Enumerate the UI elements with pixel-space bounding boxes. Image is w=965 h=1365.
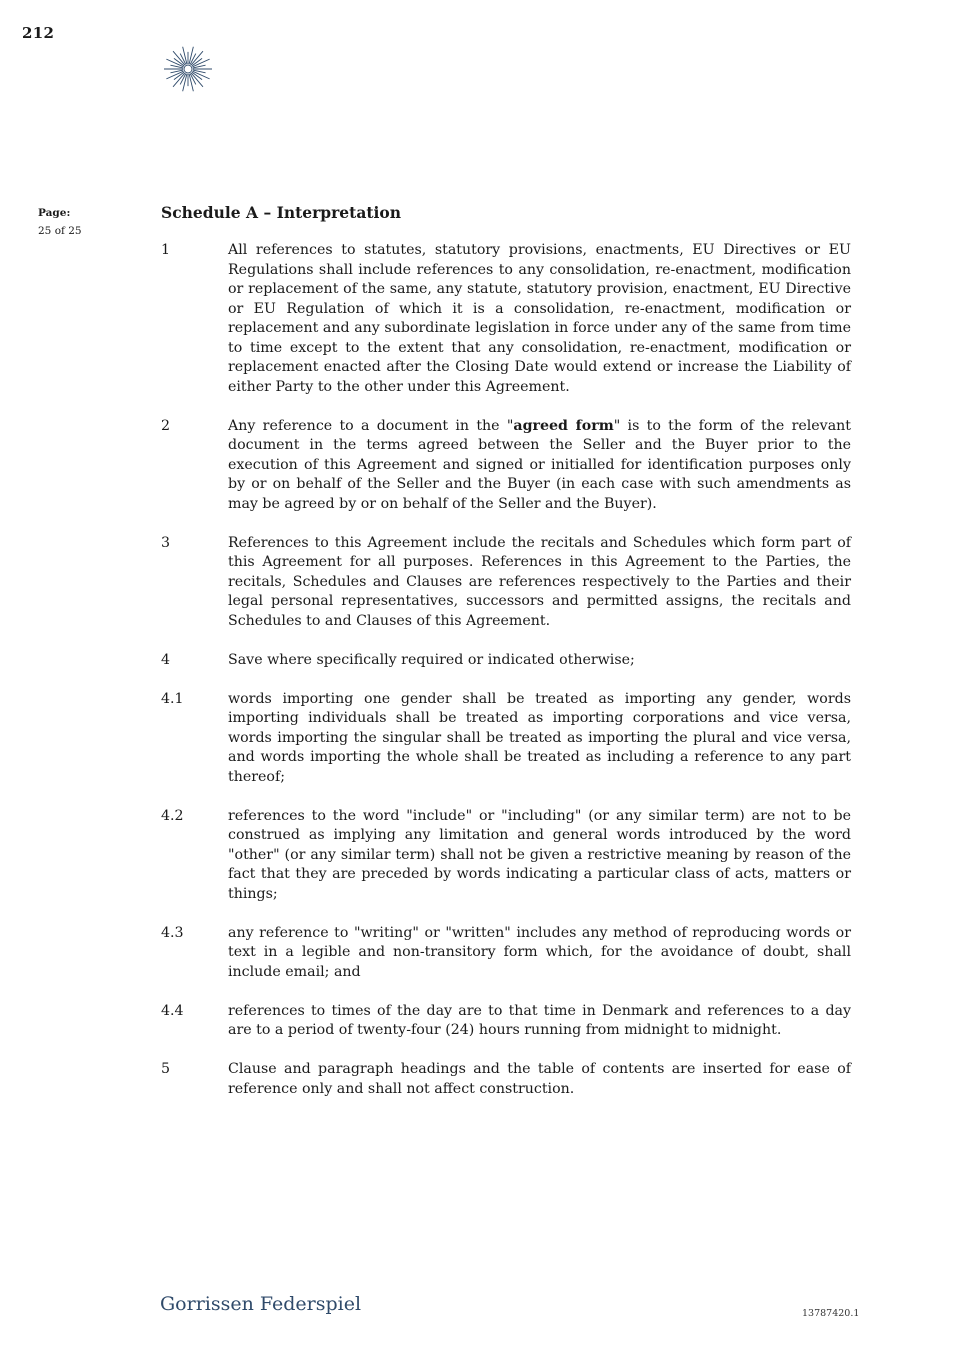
clause-number: 1 xyxy=(161,242,171,258)
clause-text-before: Any reference to a document in the " xyxy=(228,417,514,434)
clause-text: words importing one gender shall be treated as importing any gender, words importing individuals shall be treated as importing corporations and vice versa, words importing the singular shall be treated as importing the plural and vice versa, and words importing the whole shall be treated as including a reference to any part thereof; xyxy=(228,690,851,785)
clause-text: References to this Agreement include the recitals and Schedules which form part of this Agreement for all purposes. References in this Agreement to the Parties, the recitals, Schedules and Clauses are references respectively to the Parties and their legal personal representatives, successors and permitted assigns, the recitals and Schedules to and Clauses of this Agreement. xyxy=(228,534,851,629)
clause-text: Save where specifically required or indicated otherwise; xyxy=(228,651,635,668)
clause-number: 4 xyxy=(161,651,171,668)
schedule-title: Schedule A – Interpretation xyxy=(161,203,402,222)
firm-name: Gorrissen Federspiel xyxy=(160,1293,362,1315)
page-count: 25 of 25 xyxy=(38,225,82,237)
clause-4-4 xyxy=(161,1002,851,1041)
clause-1 xyxy=(161,241,851,397)
clause-number: 4.1 xyxy=(161,690,184,707)
clause-number: 4.4 xyxy=(161,1002,184,1019)
clause-4-1 xyxy=(161,690,851,788)
clause-text xyxy=(228,417,851,515)
clause-4-3 xyxy=(161,924,851,983)
clause-text: references to the word "include" or "including" (or any similar term) are not to be construed as implying any limitation and general words introduced by the word "other" (or any similar term) shall not be given a restrictive meaning by reason of the fact that they are preceded by words indicating a particular class of acts, matters or things; xyxy=(228,807,851,902)
agreed-form-term: agreed form xyxy=(513,417,614,434)
document-reference: 13787420.1 xyxy=(802,1308,860,1319)
clause-number: 2 xyxy=(161,417,171,434)
clause-number: 4.2 xyxy=(161,807,184,824)
clause-text: references to times of the day are to that time in Denmark and references to a day are to a period of twenty-four (24) hours running from midnight to midnight. xyxy=(228,1002,851,1038)
clause-number: 3 xyxy=(161,534,171,551)
clause-number: 4.3 xyxy=(161,924,184,941)
clause-text: All references to statutes, statutory provisions, enactments, EU Directives or EU Regulations shall include references to any consolidation, re-enactment, modification or replacement of the same, any statute, statutory provision, enactment, EU Directive or EU Regulation of which it is a consolidation, re-enactment, modification or replacement and any subordinate legislation in force under any of the same from time to time except to the extent that any consolidation, re-enactment, modification or replacement enacted after the Closing Date would extend or increase the Liability of either Party to the other under this Agreement. xyxy=(228,242,851,395)
clause-text: any reference to "writing" or "written" includes any method of reproducing words or text in a legible and non-transitory form which, for the avoidance of doubt, shall include email; and xyxy=(228,924,851,980)
starburst-logo-icon xyxy=(158,44,218,94)
clause-text-after: " is to the form of the relevant document in the terms agreed between the Seller and the Buyer prior to the execution of this Agreement and signed or initialled for identification purposes only by or on behalf of the Seller and the Buyer (in each case with such amendments as may be agreed by or on behalf of the Seller and the Buyer). xyxy=(228,417,851,512)
clause-4-2 xyxy=(161,807,851,905)
clause-text: Clause and paragraph headings and the table of contents are inserted for ease of reference only and shall not affect construction. xyxy=(228,1061,851,1097)
page-label: Page: xyxy=(38,207,71,219)
clause-3 xyxy=(161,534,851,632)
page-number: 212 xyxy=(22,24,55,42)
clause-list xyxy=(161,241,851,1119)
clause-2 xyxy=(161,417,851,515)
clause-number: 5 xyxy=(161,1061,171,1077)
clause-4 xyxy=(161,651,851,671)
clause-5 xyxy=(161,1060,851,1099)
